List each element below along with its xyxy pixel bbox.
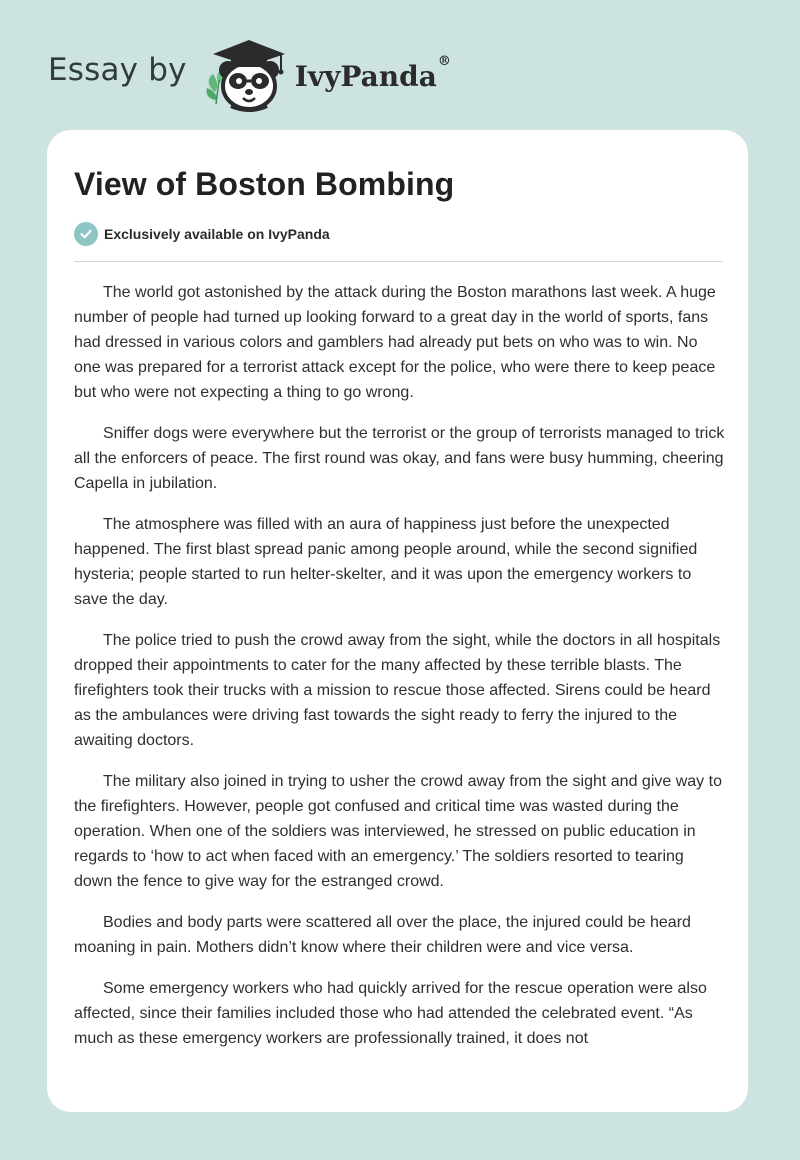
site-header: [48, 34, 451, 114]
paragraph-2: Sniffer dogs were everywhere but the terrorist or the group of terrorists managed to trick all the enforcers of peace. The first round was okay, and fans were busy humming, cheering Capella in jubilation.: [74, 425, 725, 492]
paragraph-4: The police tried to push the crowd away from the sight, while the doctors in all hospitals dropped their appointments to cater for the many affected by these terrible blasts. The firefighters took their trucks with a mission to rescue those affected. Sirens could be heard as the ambulances were driving fast towards the sight ready to ferry the injured to the awaiting doctors.: [74, 632, 721, 749]
paragraph-3: The atmosphere was filled with an aura of happiness just before the unexpected happened. The first blast spread panic among people around, while the second signified hysteria; people started to run helter-skelter, and it was upon the emergency workers to save the day.: [74, 516, 698, 608]
paragraph-1: The world got astonished by the attack during the Boston marathons last week. A huge number of people had turned up looking forward to a great day in the world of sports, fans had dressed in various colors and gamblers had already put bets on who was to win. No one was prepared for a terrorist attack except for the police, who were there to keep peace but who were not expecting a thing to go wrong.: [74, 284, 716, 401]
registered-mark: ®: [437, 53, 451, 69]
exclusive-badge: [74, 222, 330, 246]
paragraph-5: The military also joined in trying to usher the crowd away from the sight and give way to the firefighters. However, people got confused and critical time was wasted during the operation. When one of the soldiers was interviewed, he stressed on public education in regards to ‘how to act when faced with an emergency.’ The soldiers resorted to tearing down the fence to give way for the estranged crowd.: [74, 773, 722, 890]
paragraph-6: Bodies and body parts were scattered all over the place, the injured could be heard moaning in pain. Mothers didn’t know where their children were and vice versa.: [74, 914, 691, 956]
panda-logo-icon[interactable]: [201, 34, 293, 114]
essay-card: [47, 130, 748, 1112]
divider: [74, 261, 723, 262]
paragraph-7: Some emergency workers who had quickly arrived for the rescue operation were also affected, since their families included those who had attended the celebrated event. “As much as these emergency workers are professionally trained, it does not: [74, 980, 707, 1047]
brand-name[interactable]: [294, 53, 451, 93]
check-icon: [74, 222, 98, 246]
badge-text: Exclusively available on IvyPanda: [104, 226, 330, 242]
brand-name-text: IvyPanda: [294, 59, 437, 93]
page-title: View of Boston Bombing: [74, 166, 455, 202]
essay-body: [74, 280, 726, 1067]
essay-by-label: Essay by: [48, 52, 187, 88]
